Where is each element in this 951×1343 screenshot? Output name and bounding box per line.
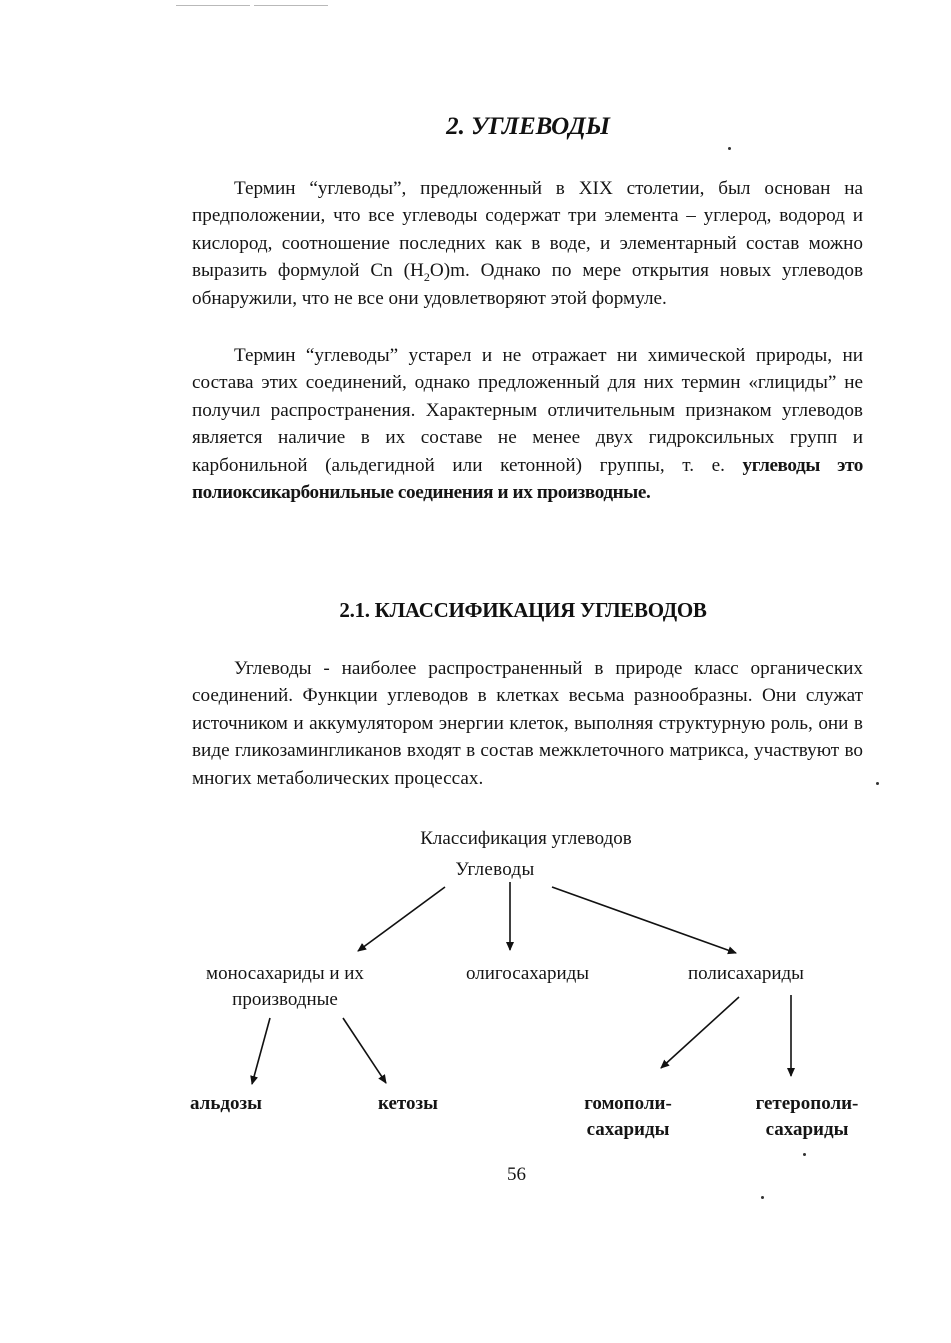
scan-speck bbox=[761, 1196, 764, 1199]
arrow-poly-to-homo bbox=[661, 997, 739, 1068]
homo-label-line2: сахариды bbox=[586, 1119, 670, 1140]
definition-bold: углеводы это полиоксикарбонильные соединения и их производные. bbox=[192, 454, 863, 504]
hetero-label-line1: гетерополи- bbox=[755, 1093, 859, 1114]
intro-p1-end: O)m. Однако по мере открытия новых углеводов обнаружили, что не все они удовлетворяют этой формуле. bbox=[192, 260, 864, 309]
diagram-caption: Классификация углеводов bbox=[420, 828, 632, 849]
aldoses-label: альдозы bbox=[190, 1093, 262, 1114]
arrow-root-to-mono bbox=[358, 887, 445, 951]
section-title: 2.1. КЛАССИФИКАЦИЯ УГЛЕВОДОВ bbox=[339, 598, 707, 622]
intro-p1-text: Термин “углеводы”, предложенный в XIX столетии, был основан на предположении, что все углеводы содержат три элемента – углерод, водород и кислород, соотношение последних как в воде, и элементарный состав можно выразить формулой Cn (H bbox=[192, 178, 863, 282]
poly-label: полисахариды bbox=[688, 963, 804, 984]
page-number: 56 bbox=[507, 1164, 526, 1185]
ketoses-label: кетозы bbox=[378, 1093, 438, 1114]
hetero-label-line2: сахариды bbox=[765, 1119, 849, 1140]
scan-speck bbox=[876, 782, 879, 785]
mono-label-line1: моносахариды и их bbox=[206, 963, 364, 984]
formula-subscript: 2 bbox=[423, 270, 430, 285]
diagram-root-label: Углеводы bbox=[455, 859, 535, 880]
oligo-label: олигосахариды bbox=[466, 963, 590, 984]
scan-speck bbox=[728, 147, 731, 150]
scan-speck bbox=[803, 1153, 806, 1156]
arrow-root-to-poly bbox=[552, 887, 736, 953]
mono-label-line2: производные bbox=[232, 989, 338, 1010]
section-p3-text: Углеводы - наиболее распространенный в природе класс органических соединений. Функции углеводов в клетках весьма разнообразны. Они служат источником и аккумулятором энергии клеток, выполняя структурную роль, они в виде гликозамингликанов входят в состав межклеточного матрикса, участвуют во многих метаболических процессах. bbox=[192, 658, 863, 789]
chapter-title: 2. УГЛЕВОДЫ bbox=[446, 113, 610, 140]
arrow-mono-to-ketoses bbox=[343, 1018, 386, 1083]
intro-p2-text: Термин “углеводы” устарел и не отражает ни химической природы, ни состава этих соединений, однако предложенный для них термин «глициды” не получил распространения. Характерным отличительным признаком углеводов является наличие в их составе не менее двух гидроксильных групп и карбонильной (альдегидной или кетонной) группы, т. е. bbox=[192, 345, 863, 476]
homo-label-line1: гомополи- bbox=[584, 1093, 672, 1114]
arrow-mono-to-aldoses bbox=[252, 1018, 270, 1084]
